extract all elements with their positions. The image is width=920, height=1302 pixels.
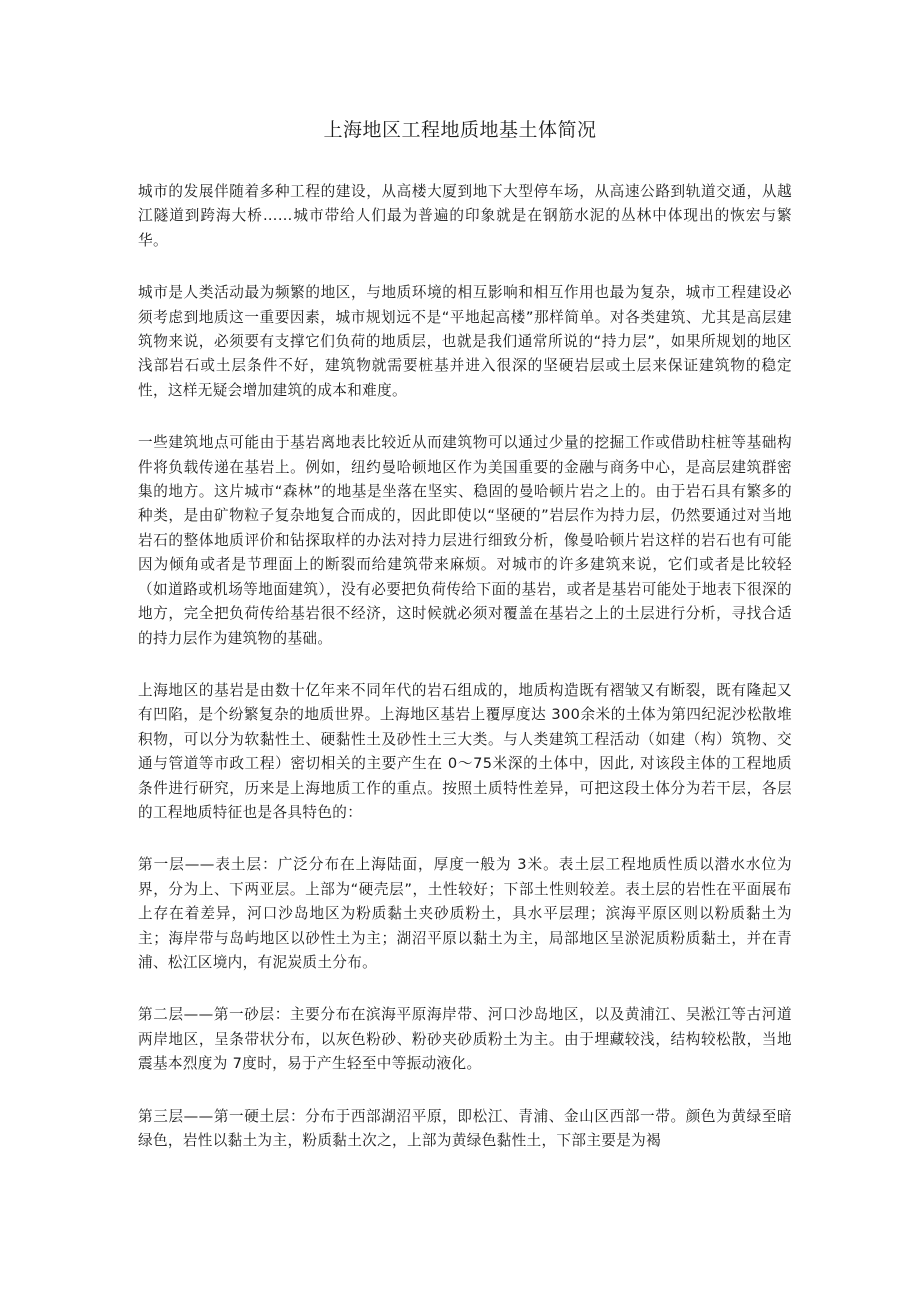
- paragraph-bedrock-example: 一些建筑地点可能由于基岩离地表比较近从而建筑物可以通过少量的挖掘工作或借助柱桩等基础构件将负载传递在基岩上。例如，纽约曼哈顿地区作为美国重要的金融与商务中心，是高层建筑群密集的地方。这片城市“森林”的地基是坐落在坚实、稳固的曼哈顿片岩之上的。由于岩石具有繁多的种类，是由矿物粒子复杂地复合而成的，因此即使以“坚硬的”岩层作为持力层，仍然要通过对当地岩石的整体地质评价和钻探取样的办法对持力层进行细致分析，像曼哈顿片岩这样的岩石也有可能因为倾角或者是节理面上的断裂而给建筑带来麻烦。对城市的许多建筑来说，它们或者是比较轻（如道路或机场等地面建筑），没有必要把负荷传给下面的基岩，或者是基岩可能处于地表下很深的地方，完全把负荷传给基岩很不经济，这时候就必须对覆盖在基岩之上的土层进行分析，寻找合适的持力层作为建筑物的基础。: [138, 434, 792, 647]
- document-body: [138, 180, 792, 1181]
- paragraph-layer-1: 第一层——表土层：广泛分布在上海陆面，厚度一般为 3米。表土层工程地质性质以潜水水位为界，分为上、下两亚层。上部为“硬壳层”，土性较好；下部土性则较差。表土层的岩性在平面展布上存在着差异，河口沙岛地区为粉质黏土夹砂质粉土，具水平层理；滨海平原区则以粉质黏土为主；海岸带与岛屿地区以砂性土为主；湖沼平原以黏土为主，局部地区呈淤泥质粉质黏土，并在青浦、松江区境内，有泥炭质土分布。: [138, 856, 792, 971]
- paragraph-intro: 城市的发展伴随着多种工程的建设，从高楼大厦到地下大型停车场，从高速公路到轨道交通，从越江隧道到跨海大桥……城市带给人们最为普遍的印象就是在钢筋水泥的丛林中体现出的恢宏与繁华。: [138, 183, 792, 249]
- document-title: 上海地区工程地质地基土体简况: [323, 119, 597, 141]
- paragraph-layer-3: 第三层——第一硬土层：分布于西部湖沼平原，即松江、青浦、金山区西部一带。颜色为黄绿至暗绿色，岩性以黏土为主，粉质黏土次之，上部为黄绿色黏性土，下部主要是为褐: [138, 1107, 792, 1149]
- paragraph-layer-2: 第二层——第一砂层：主要分布在滨海平原海岸带、河口沙岛地区，以及黄浦江、吴淞江等古河道两岸地区，呈条带状分布，以灰色粉砂、粉砂夹砂质粉土为主。由于埋藏较浅，结构较松散，当地震基本烈度为 7度时，易于产生轻至中等振动液化。: [138, 1006, 792, 1073]
- paragraph-urban-geology: 城市是人类活动最为频繁的地区，与地质环境的相互影响和相互作用也最为复杂，城市工程建设必须考虑到地质这一重要因素，城市规划远不是“平地起高楼”那样简单。对各类建筑、尤其是高层建筑物来说，必须要有支撑它们负荷的地质层，也就是我们通常所说的“持力层”，如果所规划的地区浅部岩石或土层条件不好，建筑物就需要桩基并进入很深的坚硬岩层或土层来保证建筑物的稳定性，这样无疑会增加建筑的成本和难度。: [138, 284, 792, 399]
- paragraph-shanghai-bedrock: 上海地区的基岩是由数十亿年来不同年代的岩石组成的，地质构造既有褶皱又有断裂，既有隆起又有凹陷，是个纷繁复杂的地质世界。上海地区基岩上覆厚度达 300余米的土体为第四纪泥沙松散堆积物，可以分为软黏性土、硬黏性土及砂性土三大类。与人类建筑工程活动（如建（构）筑物、交通与管道等市政工程）密切相关的主要产生在 0～75米深的土体中，因此, 对该段主体的工程地质条件进行研究，历来是上海地质工作的重点。按照土质特性差异，可把这段土体分为若干层，各层的工程地质特征也是各具特色的：: [138, 681, 792, 821]
